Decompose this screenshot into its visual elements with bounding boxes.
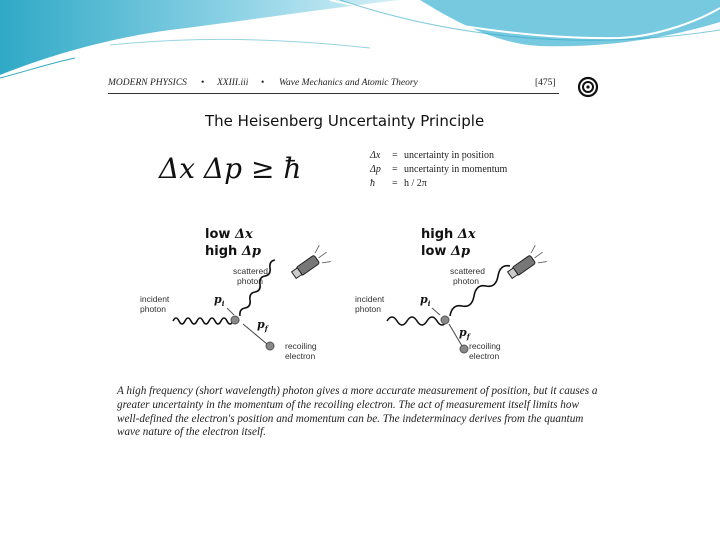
right-scattered-label-2: photon	[453, 276, 479, 286]
header-page-number: [475]	[535, 78, 556, 88]
right-line1-word: high	[421, 227, 454, 242]
legend-row	[370, 150, 494, 161]
left-line1-word: low	[205, 227, 231, 242]
right-line2-word: low	[421, 244, 447, 259]
left-line2-symbol: Δp	[241, 244, 261, 259]
left-pi-arrow	[227, 308, 234, 315]
left-scattered-label-2: photon	[237, 276, 263, 286]
left-pi-label: p	[214, 293, 222, 306]
document-page	[77, 68, 625, 468]
left-recoil-label-1: recoiling	[285, 341, 317, 351]
legend-equals: =	[392, 150, 398, 161]
left-panel	[140, 227, 332, 361]
header-bullet-2: •	[261, 78, 265, 88]
legend-row	[370, 164, 507, 175]
svg-text:low Δp	[421, 244, 470, 259]
right-incident-wave	[387, 317, 447, 325]
right-incident-label-2: photon	[355, 304, 381, 314]
header-chapter: XXIII.iii	[217, 78, 249, 88]
svg-text:pi	[420, 293, 431, 308]
legend-symbol: Δp	[370, 164, 381, 175]
left-incident-label-1: incident	[140, 294, 170, 304]
right-recoil-label-1: recoiling	[469, 341, 501, 351]
eye-icon	[288, 244, 332, 283]
electron-dot-icon	[231, 316, 239, 324]
page-title: The Heisenberg Uncertainty Principle	[205, 112, 485, 130]
svg-text:high Δp	[205, 244, 261, 259]
right-line1-symbol: Δx	[457, 227, 476, 242]
compton-scattering-diagram	[77, 218, 625, 378]
svg-text:pf	[257, 318, 270, 333]
right-pf-label: p	[459, 326, 467, 339]
legend-symbol: Δx	[370, 150, 381, 161]
left-pf-sub: f	[264, 324, 268, 333]
right-panel	[355, 227, 548, 361]
legend-meaning: h / 2π	[404, 178, 427, 189]
legend-row	[370, 178, 427, 189]
svg-text:pf	[459, 326, 472, 341]
uncertainty-equation: Δx Δp ≥ ħ	[159, 152, 302, 185]
left-scattered-label-1: scattered	[233, 266, 268, 276]
right-pi-sub: i	[427, 299, 431, 308]
right-pf-sub: f	[466, 332, 470, 341]
left-pf-label: p	[257, 318, 265, 331]
right-pi-label: p	[420, 293, 428, 306]
left-line1-symbol: Δx	[234, 227, 253, 242]
legend-meaning: uncertainty in momentum	[404, 164, 508, 175]
left-line2-word: high	[205, 244, 238, 259]
left-pi-sub: i	[221, 299, 225, 308]
electron-dot-icon	[441, 316, 449, 324]
legend-equals: =	[392, 178, 398, 189]
legend-equals: =	[392, 164, 398, 175]
right-pi-arrow	[432, 308, 440, 315]
eye-icon	[504, 244, 548, 283]
header-section: MODERN PHYSICS	[108, 78, 187, 88]
right-incident-label-1: incident	[355, 294, 385, 304]
header-rule	[108, 93, 559, 94]
target-icon	[577, 76, 599, 98]
left-incident-wave	[173, 318, 239, 324]
header-bullet-1: •	[201, 78, 205, 88]
svg-text:high Δx	[421, 227, 476, 242]
svg-text:low Δx	[205, 227, 253, 242]
svg-text:pi	[214, 293, 225, 308]
electron-dot-icon	[266, 342, 274, 350]
electron-dot-icon	[460, 345, 468, 353]
right-scattered-label-1: scattered	[450, 266, 485, 276]
left-incident-label-2: photon	[140, 304, 166, 314]
figure-caption: A high frequency (short wavelength) photon gives a more accurate measurement of position, but it causes a greater uncertainty in the momentum of the recoiling electron. The act of measurement itself limits how well-defined the electron's position and momentum can be. The indeterminacy derives from the quantum wave nature of the electron itself.	[117, 385, 598, 439]
right-line2-symbol: Δp	[450, 244, 471, 259]
legend-symbol: ħ	[370, 178, 375, 189]
header-topic: Wave Mechanics and Atomic Theory	[279, 78, 418, 88]
left-recoil-label-2: electron	[285, 351, 316, 361]
right-recoil-label-2: electron	[469, 351, 500, 361]
legend-meaning: uncertainty in position	[404, 150, 494, 161]
